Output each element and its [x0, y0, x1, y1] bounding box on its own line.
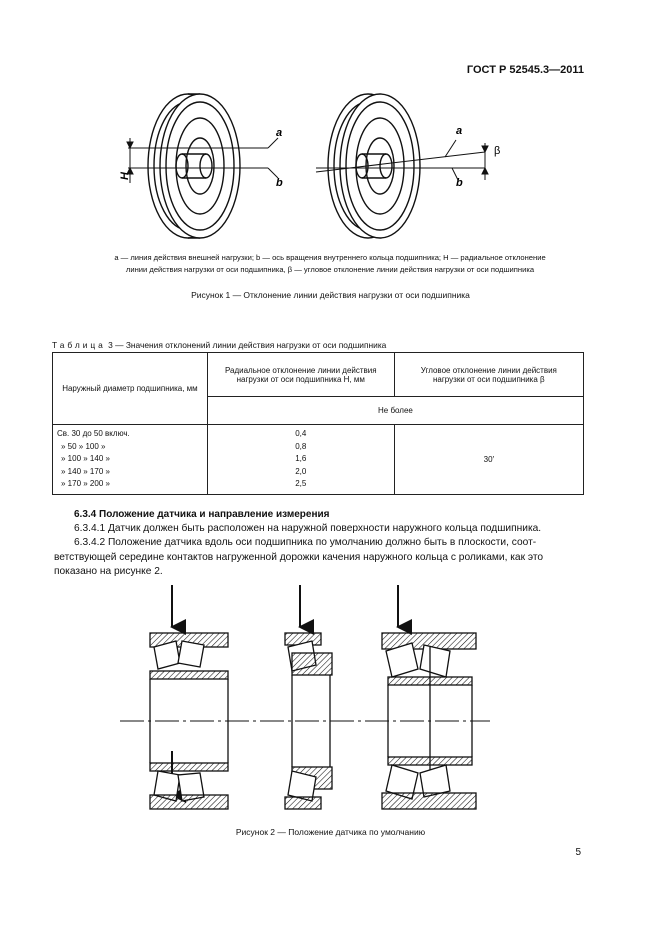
- figure1-drawing: [100, 88, 570, 248]
- table3-col3-header: Угловое отклонение линии действия нагрузки от оси подшипника β: [394, 353, 583, 397]
- figure1-caption: Рисунок 1 — Отклонение линии действия нагрузки от оси подшипника: [191, 290, 470, 300]
- figure1-legend: [60, 252, 600, 276]
- bearing-large: [382, 585, 476, 809]
- paragraph-6-3-4-1: 6.3.4.1 Датчик должен быть расположен на наружной поверхности наружного кольца подшипника.: [74, 523, 542, 534]
- table3-caption-word: Таблица: [52, 340, 106, 350]
- label-b-left: b: [276, 177, 283, 189]
- table-row-radial: 2,0: [295, 466, 307, 476]
- figure2-caption: Рисунок 2 — Положение датчика по умолчанию: [235, 827, 426, 837]
- table3-subheader: Не более: [207, 397, 583, 425]
- table3-col2-header: Радиальное отклонение линии действия нагрузки от оси подшипника H, мм: [207, 353, 394, 397]
- bearing-right: [328, 94, 420, 238]
- table-row-radial: 0,8: [295, 441, 307, 451]
- bearing-left: [148, 94, 240, 238]
- section-title: 6.3.4 Положение датчика и направление измерения: [74, 509, 330, 520]
- table3-col1-header: Наружный диаметр подшипника, мм: [53, 353, 208, 425]
- bearing-tapered: [285, 585, 332, 809]
- document-id: ГОСТ Р 52545.3—2011: [466, 64, 584, 76]
- table3-ranges: [53, 425, 208, 495]
- page-number: 5: [575, 847, 581, 858]
- figure1-legend-line2: линии действия нагрузки от оси подшипника, β — угловое отклонение линии действия нагрузки от оси подшипника: [125, 265, 535, 274]
- table-row-range: Св. 30 до 50 включ.: [57, 429, 130, 438]
- table-row-range: » 140 » 170 »: [61, 466, 110, 476]
- table-row-range: » 100 » 140 »: [61, 454, 110, 464]
- table-row-range: » 170 » 200 »: [61, 479, 110, 489]
- label-a-right: a: [456, 125, 463, 137]
- table-row-radial: 1,6: [295, 454, 307, 464]
- table-row-radial: 2,5: [295, 479, 307, 489]
- table3-caption: [52, 340, 386, 350]
- label-b-right: b: [456, 177, 463, 189]
- table3-caption-rest: 3 — Значения отклонений линии действия нагрузки от оси подшипника: [108, 340, 387, 350]
- bearing-double-row: [150, 585, 228, 809]
- figure2-drawing: [120, 585, 500, 815]
- table3-radial-values: [207, 425, 394, 495]
- label-H: H: [119, 172, 131, 180]
- paragraph-6-3-4-2-line2: ветствующей середине контактов нагруженной дорожки качения наружного кольца с роликами, как это: [54, 551, 544, 563]
- label-beta: β: [494, 145, 501, 157]
- paragraph-6-3-4-2-line3: показано на рисунке 2.: [54, 566, 163, 578]
- figure1-legend-line1: a — линия действия внешней нагрузки; b — ось вращения внутреннего кольца подшипника; H — радиальное отклонение: [114, 253, 546, 262]
- table-row-radial: 0,4: [295, 429, 307, 438]
- table3: [52, 352, 584, 495]
- paragraph-6-3-4-2-line1: 6.3.4.2 Положение датчика вдоль оси подшипника по умолчанию должно быть в плоскости, соот-: [74, 537, 537, 549]
- table3-angular-value: 30′: [394, 425, 583, 495]
- section-body: [54, 522, 580, 580]
- label-a-left: a: [276, 127, 283, 139]
- table-row-range: » 50 » 100 »: [61, 441, 106, 451]
